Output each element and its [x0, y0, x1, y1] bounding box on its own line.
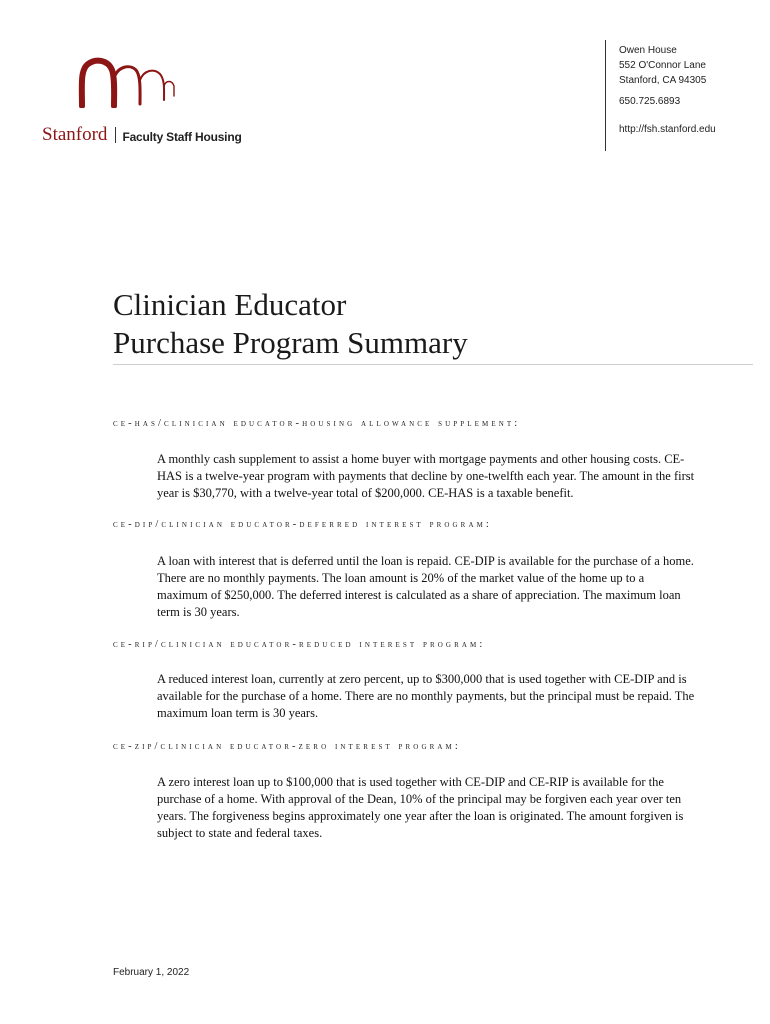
section-body-ce-has: A monthly cash supplement to assist a home buyer with mortgage payments and other housing costs. CE-HAS is a twelve-year program with payments that decline by one-twelfth each year. The amount in the first year is $30,770, with a twelve-year total of $200,000. CE-HAS is a taxable benefit.	[157, 452, 695, 500]
title-line-1: Clinician Educator	[113, 287, 347, 322]
section-heading-ce-zip: ce-zip/clinician educator-zero interest program:	[113, 741, 461, 752]
brand-name: Stanford	[42, 124, 108, 145]
address-block	[619, 43, 706, 88]
address-url[interactable]: http://fsh.stanford.edu	[619, 124, 716, 135]
address-phone: 650.725.6893	[619, 96, 681, 107]
section-heading-ce-rip: ce-rip/clinician educator-reduced interest program:	[113, 639, 486, 650]
section-heading-ce-dip: ce-dip/clinician educator-deferred interest program:	[113, 519, 492, 530]
section-body-ce-rip: A reduced interest loan, currently at zero percent, up to $300,000 that is used together with CE-DIP and is available for the purchase of a home. There are no monthly payments, but the principal must be repaid. The maximum loan term is 30 years.	[157, 672, 695, 720]
title-divider	[113, 364, 753, 365]
section-heading-ce-has: ce-has/clinician educator-housing allowance supplement:	[113, 418, 521, 429]
address-divider	[605, 40, 606, 151]
title-line-2: Purchase Program Summary	[113, 325, 468, 360]
address-city: Stanford, CA 94305	[619, 75, 707, 86]
section-body-ce-zip: A zero interest loan up to $100,000 that is used together with CE-DIP and CE-RIP is available for the purchase of a home. With approval of the Dean, 10% of the principal may be forgiven each year over ten years. The forgiveness begins approximately one year after the loan is originated. The amount forgiven is subject to state and federal taxes.	[157, 775, 684, 840]
fsh-monogram-logo-icon	[78, 56, 178, 108]
brand-lockup	[42, 124, 242, 146]
address-street: 552 O'Connor Lane	[619, 60, 706, 71]
page-title	[113, 286, 468, 362]
section-body-ce-dip: A loan with interest that is deferred until the loan is repaid. CE-DIP is available for the purchase of a home. There are no monthly payments. The loan amount is 20% of the market value of the home up to a maximum of $250,000. The deferred interest is calculated as a share of appreciation. The maximum loan term is 30 years.	[157, 554, 694, 619]
document-date: February 1, 2022	[113, 967, 190, 978]
brand-divider	[115, 127, 116, 143]
brand-department: Faculty Staff Housing	[122, 130, 242, 144]
address-building: Owen House	[619, 45, 677, 56]
